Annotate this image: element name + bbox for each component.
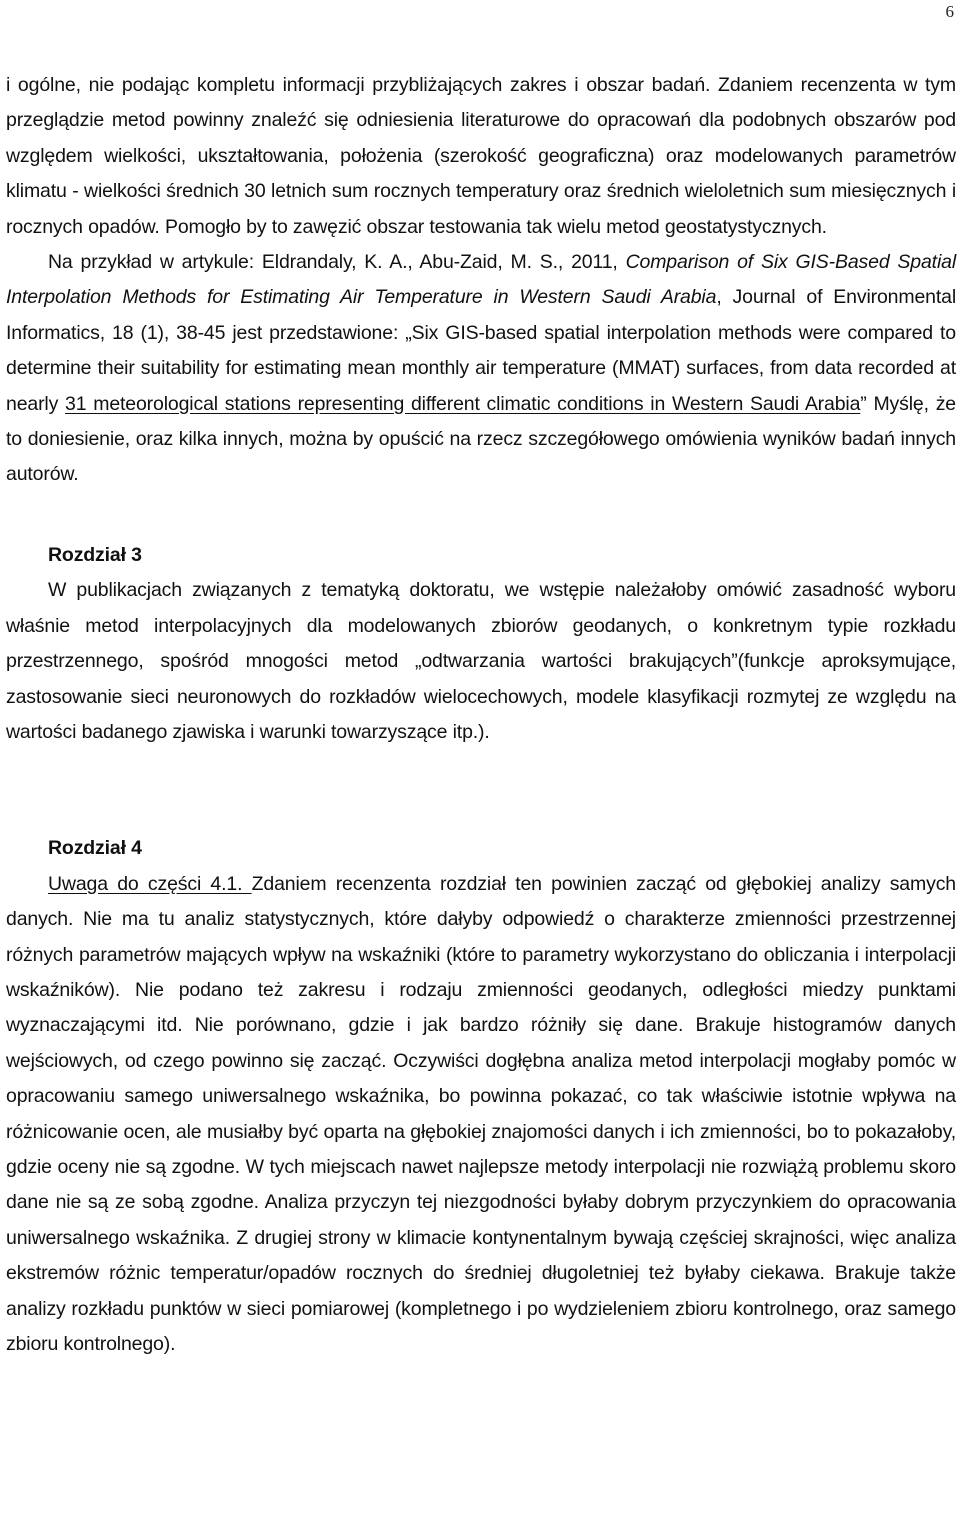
article-title: Comparison of Six GIS-Based Spatial Interpolation Methods for Estimating Air Temperature in Western Saudi Arabia bbox=[6, 251, 956, 309]
chapter-4-text: Zdaniem recenzenta rozdział ten powinien zacząć od głębokiej analizy samych danych. Nie ma tu analiz statystycznych, które dałyby odpowiedź o charakterze zmienności przestrzennej różnych parametrów mających wpływ na wskaźniki (które to parametry wykorzystano do obliczania i interpolacji wskaźników). Nie podano też zakresu i rodzaju zmienności geodanych, odległości miedzy punktami wyznaczającymi itd. Nie porównano, gdzie i jak bardzo różniły się dane. Brakuje histogramów danych wejściowych, od czego powinno się zacząć. Oczywiści dogłębna analiza metod interpolacji mogłaby pomóc w opracowaniu samego uniwersalnego wskaźnika, bo powinna pokazać, co tak właściwie istotnie wpływa na różnicowanie ocen, ale musiałby być oparta na głębokiej znajomości danych i ich zmienności, bo to pokazałoby, gdzie oceny nie są zgodne. W tych miejscach nawet najlepsze metody interpolacji nie rozwiążą problemu skoro dane nie są ze sobą zgodne. Analiza przyczyn tej niezgodności byłaby dobrym przyczynkiem do opracowania uniwersalnego wskaźnika. Z drugiej strony w klimacie kontynentalnym bywają częściej skrajności, więc analiza ekstremów różnic temperatur/opadów rocznych do średniej długoletniej też byłaby ciekawa. Brakuje także analizy rozkładu punktów w sieci pomiarowej (kompletnego i po wydzieleniem zbioru kontrolnego, oraz samego zbioru kontrolnego). bbox=[6, 872, 956, 1355]
document-body bbox=[6, 68, 956, 1362]
citation-tail: ” Myślę, że to doniesienie, oraz kilka innych, można by opuścić na rzecz szczegółowego omówienia wyników badań innych autorów. bbox=[6, 392, 956, 486]
intro-paragraph: i ogólne, nie podając kompletu informacji przybliżających zakres i obszar badań. Zdaniem recenzenta w tym przeglądzie metod powinny znaleźć się odniesienia literaturowe do opracowań dla podobnych obszarów pod względem wielkości, ukształtowania, położenia (szerokość geograficzna) oraz modelowanych parametrów klimatu - wielkości średnich 30 letnich sum rocznych temperatury oraz średnich wieloletnich sum miesięcznych i rocznych opadów. Pomogło by to zawęzić obszar testowania tak wielu metod geostatystycznych. bbox=[6, 74, 956, 238]
page-number: 6 bbox=[945, 2, 954, 21]
citation-paragraph bbox=[6, 245, 956, 493]
chapter-4-heading: Rozdział 4 bbox=[48, 837, 142, 860]
chapter-4-paragraph bbox=[6, 867, 956, 1363]
chapter-4-note-label: Uwaga do części 4.1. bbox=[48, 872, 252, 895]
quoted-underlined-text: 31 meteorological stations representing different climatic conditions in Western Saudi Arabia bbox=[65, 392, 861, 415]
citation-lead: Na przykład w artykule: Eldrandaly, K. A., Abu-Zaid, M. S., 2011, bbox=[48, 251, 626, 274]
chapter-3-paragraph: W publikacjach związanych z tematyką doktoratu, we wstępie należałoby omówić zasadność wyboru właśnie metod interpolacyjnych dla modelowanych zbiorów geodanych, o konkretnym typie rozkładu przestrzennego, spośród mnogości metod „odtwarzania wartości brakujących”(funkcje aproksymujące, zastosowanie sieci neuronowych do rozkładów wielocechowych, modele klasyfikacji rozmytej ze względu na wartości badanego zjawiska i warunki towarzyszące itp.). bbox=[6, 579, 956, 743]
chapter-3-heading: Rozdział 3 bbox=[48, 543, 142, 566]
citation-details: , Journal of Environmental Informatics, 18 (1), 38-45 jest przedstawione: „Six GIS-based spatial interpolation methods were compared to determine their suitability for estimating mean monthly air temperature (MMAT) surfaces, from data recorded at nearly bbox=[6, 286, 956, 415]
